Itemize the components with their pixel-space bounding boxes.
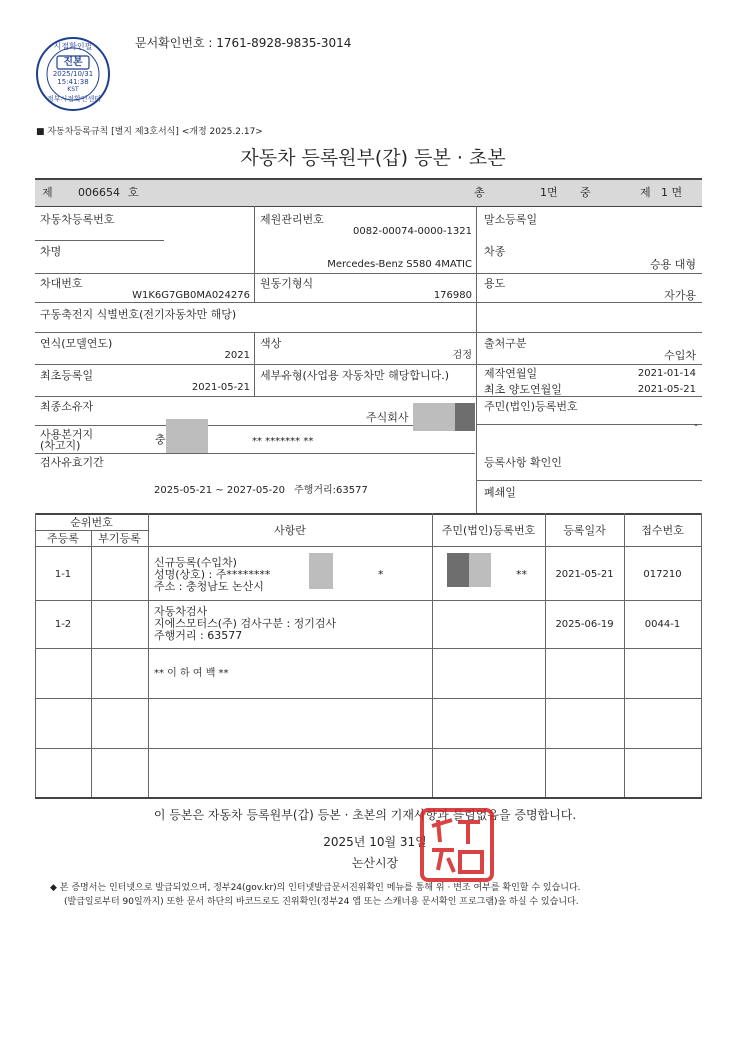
- use-value: 자가용: [664, 289, 696, 302]
- type-label: 차종: [484, 245, 506, 258]
- year-label: 연식(모델연도): [40, 337, 113, 350]
- seal-zone: KST: [67, 86, 79, 93]
- redacted-id: [447, 553, 469, 587]
- form-reference: ■ 자동차등록규칙 [별지 제3호서식] <개정 2025.2.17>: [36, 127, 263, 137]
- row-receipt: 0044-1: [644, 619, 681, 630]
- reg-no-label: 자동차등록번호: [40, 213, 115, 226]
- inspect-label: 검사유효기간: [40, 456, 104, 469]
- issue-date: 2025년 10월 31일: [323, 835, 427, 849]
- spec-no-label: 제원관리번호: [260, 213, 324, 226]
- certification-text: 이 등본은 자동차 등록원부(갑) 등본 · 초본의 기재사항과 틀림없음을 증명합니다.: [153, 808, 577, 822]
- color-label: 색상: [260, 337, 282, 350]
- id-label: 주민(법인)등록번호: [484, 400, 578, 413]
- row-item-line: 주행거리 : 63577: [154, 629, 243, 642]
- row-item-line: 지에스모터스(주) 검사구분 : 정기검사: [154, 617, 337, 630]
- row-item-line: 주소 : 충청남도 논산시: [154, 580, 264, 593]
- close-label: 폐쇄일: [484, 486, 516, 499]
- row-item-line: 성명(상호) : 주********: [154, 568, 271, 581]
- spec-no-value: 0082-00074-0000-1321: [353, 226, 472, 237]
- garage-prefix: 충: [155, 433, 166, 446]
- header-no-label: 제: [42, 186, 53, 199]
- vin-value: W1K6G7GB0MA024276: [132, 290, 250, 301]
- notice-line-1: ◆ 본 증명서는 인터넷으로 발급되었으며, 정부24(gov.kr)의 인터넷발급문서진위확인 메뉴를 통해 위 · 변조 여부를 확인할 수 있습니다.: [50, 883, 581, 893]
- header-of-label: 중: [580, 186, 591, 199]
- seal-bottom-text: 정부시점확인센터: [47, 95, 102, 103]
- row-extra: *: [378, 568, 384, 581]
- made-value: 2021-01-14: [637, 368, 696, 379]
- year-value: 2021: [224, 350, 250, 361]
- row-receipt: 017210: [643, 569, 682, 580]
- origin-label: 출처구분: [484, 337, 527, 350]
- garage-value: ** ******* **: [252, 436, 314, 447]
- cancel-date-label: 말소등록일: [484, 213, 538, 226]
- seal-date: 2025/10/31: [52, 70, 94, 78]
- main-reg-header: 주등록: [47, 532, 79, 545]
- garage-label: 사용본거지: [40, 428, 94, 441]
- redacted-id-2: [469, 553, 491, 587]
- made-label: 제작연월일: [484, 367, 538, 380]
- date-header: 등록일자: [563, 524, 606, 537]
- first-reg-label: 최초등록일: [40, 369, 94, 382]
- engine-label: 원동기형식: [260, 277, 314, 290]
- use-label: 용도: [484, 277, 506, 290]
- header-total-value: 1면: [540, 186, 558, 199]
- sub-reg-header: 부기등록: [98, 532, 141, 545]
- seal-center-text: 진본: [63, 57, 83, 68]
- name-value: Mercedes-Benz S580 4MATIC: [327, 259, 472, 270]
- row-item-line: 신규등록(수입차): [154, 556, 237, 569]
- header-page-label: 제: [640, 186, 651, 199]
- color-value: 검정: [452, 350, 472, 361]
- header-no-value: 006654: [78, 186, 120, 199]
- id-header: 주민(법인)등록번호: [441, 524, 536, 537]
- tax-type-label: 세부유형(사업용 자동차만 해당합니다.): [260, 369, 450, 382]
- page-title: 자동차 등록원부(갑) 등본 · 초본: [240, 147, 506, 169]
- seal-time: 15:41:38: [57, 78, 89, 86]
- redacted-name: [309, 553, 333, 589]
- mileage-label: 주행거리:63577: [294, 485, 368, 496]
- header-total-label: 총: [474, 186, 485, 199]
- receipt-header: 접수번호: [641, 524, 684, 537]
- seal-top-text: 시점확인필: [53, 42, 93, 51]
- row-item-line: 자동차검사: [154, 605, 208, 618]
- type-value: 승용 대형: [649, 258, 696, 271]
- notice-line-2: (발급일로부터 90일까지) 또한 문서 하단의 바코드로도 진위확인(정부24 앱 또는 스캐너용 문서확인 프로그램)을 하실 수 있습니다.: [64, 897, 579, 907]
- owner-value: 주식회사: [366, 411, 409, 424]
- first-reg-value: 2021-05-21: [191, 382, 250, 393]
- id-value: -: [694, 418, 698, 431]
- row-rank: 1-1: [54, 569, 72, 580]
- origin-value: 수입차: [664, 349, 696, 362]
- name-label: 차명: [40, 245, 62, 258]
- transfer-label: 최초 양도연월일: [484, 383, 562, 396]
- row-rank: 1-2: [54, 619, 72, 630]
- redacted-owner-dark: [455, 403, 475, 431]
- document-id: 문서확인번호 : 1761-8928-9835-3014: [135, 36, 352, 50]
- items-header: 사항란: [274, 524, 306, 537]
- vin-label: 차대번호: [40, 277, 83, 290]
- row-date: 2025-06-19: [555, 619, 614, 630]
- rank-header: 순위번호: [70, 516, 113, 529]
- official-stamp: [418, 806, 496, 884]
- row-id: **: [516, 568, 527, 581]
- transfer-value: 2021-05-21: [637, 384, 696, 395]
- confirm-label: 등록사항 확인인: [484, 456, 562, 469]
- garage-sublabel: (차고지): [40, 439, 81, 452]
- engine-value: 176980: [433, 290, 472, 301]
- owner-label: 최종소유자: [40, 400, 94, 413]
- verification-seal: [35, 36, 111, 112]
- end-mark: ** 이 하 여 백 **: [154, 668, 229, 679]
- row-date: 2021-05-21: [555, 569, 614, 580]
- battery-label: 구동축전지 식별번호(전기자동차만 해당): [40, 308, 237, 321]
- redacted-address: [166, 419, 208, 453]
- header-no-suffix: 호: [128, 186, 139, 199]
- inspect-value: 2025-05-21 ~ 2027-05-20: [154, 485, 285, 496]
- issuer: 논산시장: [351, 856, 399, 870]
- header-page-value: 1 면: [661, 186, 683, 199]
